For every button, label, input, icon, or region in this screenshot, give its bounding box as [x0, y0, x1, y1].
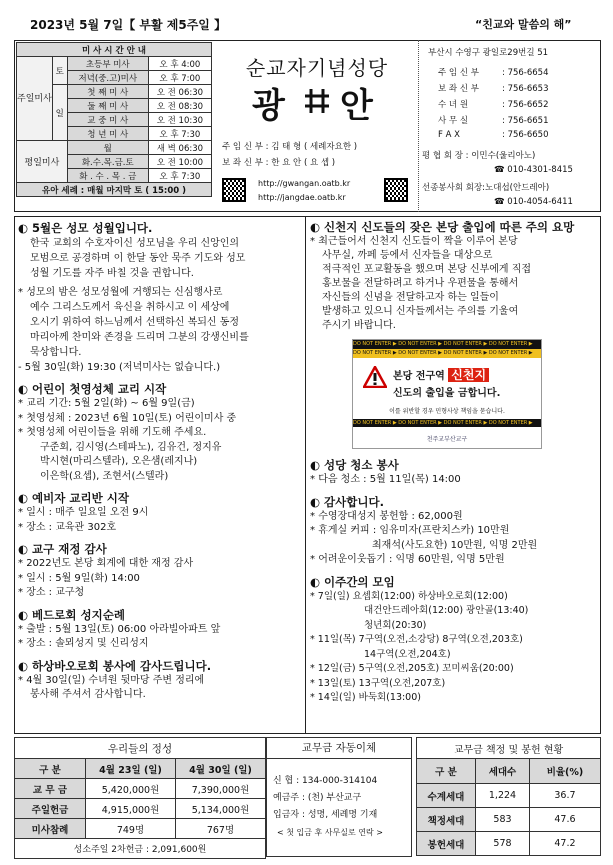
sign-headline: 본당 전구역 신천지: [393, 366, 489, 383]
stats-value: 578: [476, 832, 530, 856]
text-line: 청년회(20:30): [364, 619, 427, 631]
stats-table: [416, 737, 601, 856]
notice-title: ◐ 성당 청소 봉사: [310, 458, 399, 472]
notice-title: ◐ 감사합니다.: [310, 494, 384, 509]
bullet-icon: ◐: [18, 491, 33, 505]
mass-row-time: 새 벽 06:30: [148, 141, 211, 155]
notice-title: ◐ 어린이 첫영성체 교리 시작: [18, 382, 167, 396]
text-line: * 첫영성체 어린이들을 위해 기도해 주세요.: [18, 427, 207, 438]
no-entry-sign: [352, 339, 542, 449]
text-line: * 수영장대성지 봉헌함 : 62,000원: [310, 510, 463, 522]
notice-body: [310, 235, 598, 333]
mass-schedule-table: [16, 42, 212, 197]
text-line: * 일시 : 5월 9일(화) 14:00: [18, 572, 140, 584]
offering-value: 4,915,000원: [86, 799, 176, 819]
text-line: 입금자 : 성명, 세례명 기재: [273, 810, 378, 820]
mass-row-name: 저녁(중.고)미사: [67, 71, 148, 85]
offering-table: [14, 737, 266, 859]
right-column: [310, 220, 598, 706]
text-line: 대건안드레아회(12:00) 광안골(13:40): [364, 605, 529, 616]
bullet-icon: ◐: [18, 607, 33, 622]
warning-tape: DO NOT ENTER ▶ DO NOT ENTER ▶ DO NOT ENTER ▶ DO NOT ENTER ▶: [353, 340, 541, 349]
saturday-label: 토: [52, 57, 67, 85]
contact-block: [418, 40, 420, 212]
notice-body: [310, 510, 598, 568]
infant-baptism: 유아 세례 : 매월 마지막 토 ( 15:00 ): [17, 183, 212, 197]
text-line: - 5월 30일(화) 19:30 (저녁미사는 없습니다.): [18, 362, 221, 373]
offering-value: 7,390,000원: [176, 779, 266, 799]
text-line: 발생하고 있으니 신자들께서는 주의를 기울여: [322, 306, 519, 317]
notice-body: [310, 590, 598, 706]
text-line: * 장소 : 교육관 302호: [18, 521, 117, 533]
contact-line: 보 좌 신 부 : 756-6653: [438, 84, 549, 94]
text-line: 모범으로 공경하며 이 한달 동안 묵주 기도와 성모: [30, 253, 246, 264]
text-line: 예금주 : (천) 부산교구: [273, 793, 362, 803]
notice-title: ◐ 예비자 교리반 시작: [18, 491, 129, 505]
offering-head: 4월 23일 (일): [86, 759, 176, 779]
stats-value: 583: [476, 808, 530, 832]
mass-row-name: 화.수.목.금.토: [67, 155, 148, 169]
notice-body: [18, 236, 303, 281]
text-line: * 4월 30일(일) 수녀원 뒷마당 주변 정리에: [18, 674, 205, 686]
stats-label: 봉헌세대: [417, 832, 476, 856]
text-line: * 2022년도 본당 회계에 대한 재정 감사: [18, 558, 194, 569]
assistant-pastor-line: 보 좌 신 부 : 한 요 안 ( 요 셉 ): [222, 158, 336, 168]
stats-head: 비율(%): [529, 759, 600, 784]
text-line: 한국 교회의 수호자이신 성모님을 우리 신앙인의: [30, 238, 240, 249]
notice-body: [310, 473, 598, 488]
text-line: 오시기 위하여 하느님께서 선택하신 복되신 동정: [30, 317, 240, 328]
text-line: * 다음 청소 : 5월 11일(목) 14:00: [310, 474, 461, 485]
bullet-icon: ◐: [18, 382, 33, 396]
church-name-right: 안: [340, 86, 373, 126]
mass-row-name: 첫 째 미 사: [67, 85, 148, 99]
text-line: 홍보물을 전달하려고 하거나 우편물을 통해서: [322, 278, 519, 289]
bullet-icon: ◐: [18, 221, 33, 235]
text-line: 적극적인 포교활동을 했으며 본당 신부에게 직접: [322, 264, 532, 275]
offering-value: 5,134,000원: [176, 799, 266, 819]
mass-row-time: 오 후 7:30: [148, 127, 211, 141]
text-line: * 휴게실 커피 : 임유미자(프란치스카) 10만원: [310, 525, 510, 536]
qr-code-icon[interactable]: [222, 178, 246, 202]
funeral-society-phone: ☎ 010-4054-6411: [494, 197, 573, 207]
notice-body: [18, 285, 303, 375]
church-name-top: 순교자기념성당: [245, 56, 389, 80]
contact-line: F A X : 756-6650: [438, 130, 549, 140]
qr-code-icon[interactable]: [384, 178, 408, 202]
stats-value: 47.6: [529, 808, 600, 832]
church-name-left: 광: [252, 86, 285, 126]
text-line: < 첫 입금 후 사무실로 연락 >: [277, 828, 383, 837]
text-line: 자신들의 신념을 전달하고자 하는 일들이: [322, 292, 499, 303]
bullet-icon: ◐: [310, 220, 325, 234]
stats-title: 교무금 책정 및 봉헌 현황: [417, 738, 601, 759]
sign-subline: 신도의 출입을 금합니다.: [393, 388, 501, 399]
text-line: 봉사해 주셔서 감사합니다.: [30, 689, 146, 700]
text-line: * 출발 : 5월 13일(토) 06:00 아라빌아파트 앞: [18, 623, 221, 635]
mass-row-time: 오 후 7:00: [148, 71, 211, 85]
offering-label: 미사참례: [15, 819, 86, 839]
text-line: 주시기 바랍니다.: [322, 320, 396, 331]
stats-head: 구 분: [417, 759, 476, 784]
auto-transfer-box: [266, 737, 412, 857]
contact-line: 수 녀 원 : 756-6652: [438, 100, 549, 110]
bullet-icon: ◐: [18, 658, 33, 673]
bullet-icon: ◐: [310, 574, 325, 589]
text-line: * 성모의 밤은 성모성월에 거행되는 신심행사로: [18, 287, 223, 298]
contact-line: 사 무 실 : 756-6651: [438, 116, 549, 126]
mass-row-time: 오 전 08:30: [148, 99, 211, 113]
bulletin-date: 2023년 5월 7일【 부활 제5주일 】: [30, 18, 227, 32]
stats-head: 세대수: [476, 759, 530, 784]
text-line: 이은학(요셉), 조현서(스텔라): [40, 470, 169, 482]
sign-org: 천주교부산교구: [426, 436, 468, 443]
council-phone: ☎ 010-4301-8415: [494, 165, 573, 175]
text-line: 신 협 : 134-000-314104: [273, 776, 378, 786]
bullet-icon: ◐: [18, 542, 33, 556]
notice-title: ◐ 교구 재정 감사: [18, 542, 107, 556]
sunday-mass-label: 주일미사: [17, 57, 53, 141]
text-line: 사무실, 까페 등에서 신자들을 대상으로: [322, 250, 493, 261]
sign-bottom-tape: [353, 419, 541, 427]
text-line: 마리아께 찬미와 존경을 드리며 그분의 강생신비를: [30, 332, 249, 343]
auto-transfer-lines: [267, 759, 411, 841]
text-line: * 일시 : 매주 일요일 오전 9시: [18, 507, 149, 518]
warning-tape: DO NOT ENTER ▶ DO NOT ENTER ▶ DO NOT ENTER ▶ DO NOT ENTER ▶: [353, 419, 541, 427]
church-address: 부산시 수영구 광일로29번길 51: [428, 48, 549, 58]
mass-row-name: 교 중 미 사: [67, 113, 148, 127]
mass-row-name: 초등부 미사: [67, 57, 148, 71]
mass-row-time: 오 전 06:30: [148, 85, 211, 99]
text-line: * 교리 기간: 5월 2일(화) ~ 6월 9일(금): [18, 398, 195, 409]
text-line: 묵상합니다.: [30, 347, 82, 358]
text-line: * 장소 : 교구청: [18, 587, 85, 598]
sunday-label: 일: [52, 85, 67, 141]
notice-body: [18, 397, 303, 484]
warning-triangle-icon: [363, 366, 387, 392]
pastor-line: 주 임 신 부 : 김 태 형 ( 세례자요한 ): [222, 142, 358, 152]
offering-head: 구 분: [15, 759, 86, 779]
auto-transfer-title: 교무금 자동이체: [267, 738, 411, 759]
text-line: * 14일(일) 바둑회(13:00): [310, 692, 421, 703]
text-line: * 최근들어서 신천지 신도들이 짝을 이루어 본당: [310, 236, 518, 247]
left-column: [18, 220, 303, 703]
offering-title: 우리들의 정성: [15, 738, 266, 759]
church-logo-icon: [302, 86, 332, 116]
mass-row-time: 오 후 7:30: [148, 169, 211, 183]
offering-label: 주일헌금: [15, 799, 86, 819]
mass-row-name: 화 . 수 . 목 . 금: [67, 169, 148, 183]
column-divider: [305, 216, 306, 734]
mass-title: 미 사 시 간 안 내: [17, 43, 212, 57]
year-motto: “친교와 말씀의 해”: [475, 18, 572, 31]
notice-body: [18, 674, 303, 703]
text-line: * 어려운이웃돕기 : 익명 60만원, 익명 5만원: [310, 554, 505, 565]
sign-small-text: 이를 위반할 경우 민형사상 책임을 묻습니다.: [389, 408, 505, 415]
notice-title: ◐ 하상바오로회 봉사에 감사드립니다.: [18, 658, 212, 673]
text-line: * 장소 : 솔뫼성지 및 신리성지: [18, 638, 149, 649]
notice-title: ◐ 이주간의 모임: [310, 574, 395, 589]
notice-title: ◐ 신천지 신도들의 잦은 본당 출입에 따른 주의 요망: [310, 220, 575, 234]
stats-value: 36.7: [529, 784, 600, 808]
notice-body: [18, 623, 303, 652]
website-url-1[interactable]: http://gwangan.oatb.kr: [258, 179, 351, 188]
contact-line: 주 임 신 부 : 756-6654: [438, 68, 549, 78]
mass-row-name: 둘 째 미 사: [67, 99, 148, 113]
mass-row-name: 청 년 미 사: [67, 127, 148, 141]
stats-value: 47.2: [529, 832, 600, 856]
text-line: 구준회, 김시영(스테파노), 김유건, 정지유: [40, 441, 222, 453]
mass-row-time: 오 전 10:00: [148, 155, 211, 169]
website-url-2[interactable]: http://jangdae.oatb.kr: [258, 193, 346, 202]
offering-value: 749명: [86, 819, 176, 839]
weekday-mass-label: 평일미사: [17, 141, 68, 183]
text-line: 박시현(마리스텔라), 오은샘(레지나): [40, 456, 198, 467]
mass-row-time: 오 후 4:00: [148, 57, 211, 71]
sign-highlight: 신천지: [448, 368, 489, 382]
bullet-icon: ◐: [310, 458, 325, 472]
offering-value: 767명: [176, 819, 266, 839]
stats-label: 책정세대: [417, 808, 476, 832]
stats-label: 수계세대: [417, 784, 476, 808]
offering-head: 4월 30일 (일): [176, 759, 266, 779]
mass-row-name: 월: [67, 141, 148, 155]
text-line: * 11일(목) 7구역(오전,소강당) 8구역(오전,203호): [310, 634, 523, 645]
warning-tape: DO NOT ENTER ▶ DO NOT ENTER ▶ DO NOT ENTER ▶ DO NOT ENTER ▶: [353, 349, 541, 358]
text-line: * 13일(토) 13구역(오전,207호): [310, 677, 446, 689]
offering-label: 교 무 금: [15, 779, 86, 799]
funeral-society-president: 선종봉사회 회장:노대섭(안드레아): [422, 183, 550, 193]
notice-body: [18, 557, 303, 601]
offering-value: 5,420,000원: [86, 779, 176, 799]
notice-body: [18, 506, 303, 535]
notice-title: ◐ 5월은 성모 성월입니다.: [18, 221, 153, 235]
text-line: * 12일(금) 5구역(오전,205호) 꼬미씨움(20:00): [310, 663, 514, 674]
bullet-icon: ◐: [310, 494, 325, 509]
council-president: 평 협 회 장 : 이민수(울리아노): [422, 151, 536, 161]
text-line: 예수 그리스도께서 육신을 취하시고 이 세상에: [30, 302, 230, 313]
mass-row-time: 오 전 10:30: [148, 113, 211, 127]
text-line: * 7일(일) 요셉회(12:00) 하상바오로회(12:00): [310, 590, 508, 602]
stats-value: 1,224: [476, 784, 530, 808]
text-line: * 첫영성체 : 2023년 6월 10일(토) 어린이미사 중: [18, 412, 237, 424]
text-line: 성월 기도를 자주 바칠 것을 권합니다.: [30, 268, 194, 279]
text-line: 최재석(사도요한) 10만원, 익명 2만원: [372, 539, 538, 551]
offering-note: 성소주일 2차헌금 : 2,091,600원: [15, 839, 266, 859]
notice-title: ◐ 베드로회 성지순례: [18, 607, 125, 622]
text-line: 14구역(오전,204호): [364, 648, 451, 660]
